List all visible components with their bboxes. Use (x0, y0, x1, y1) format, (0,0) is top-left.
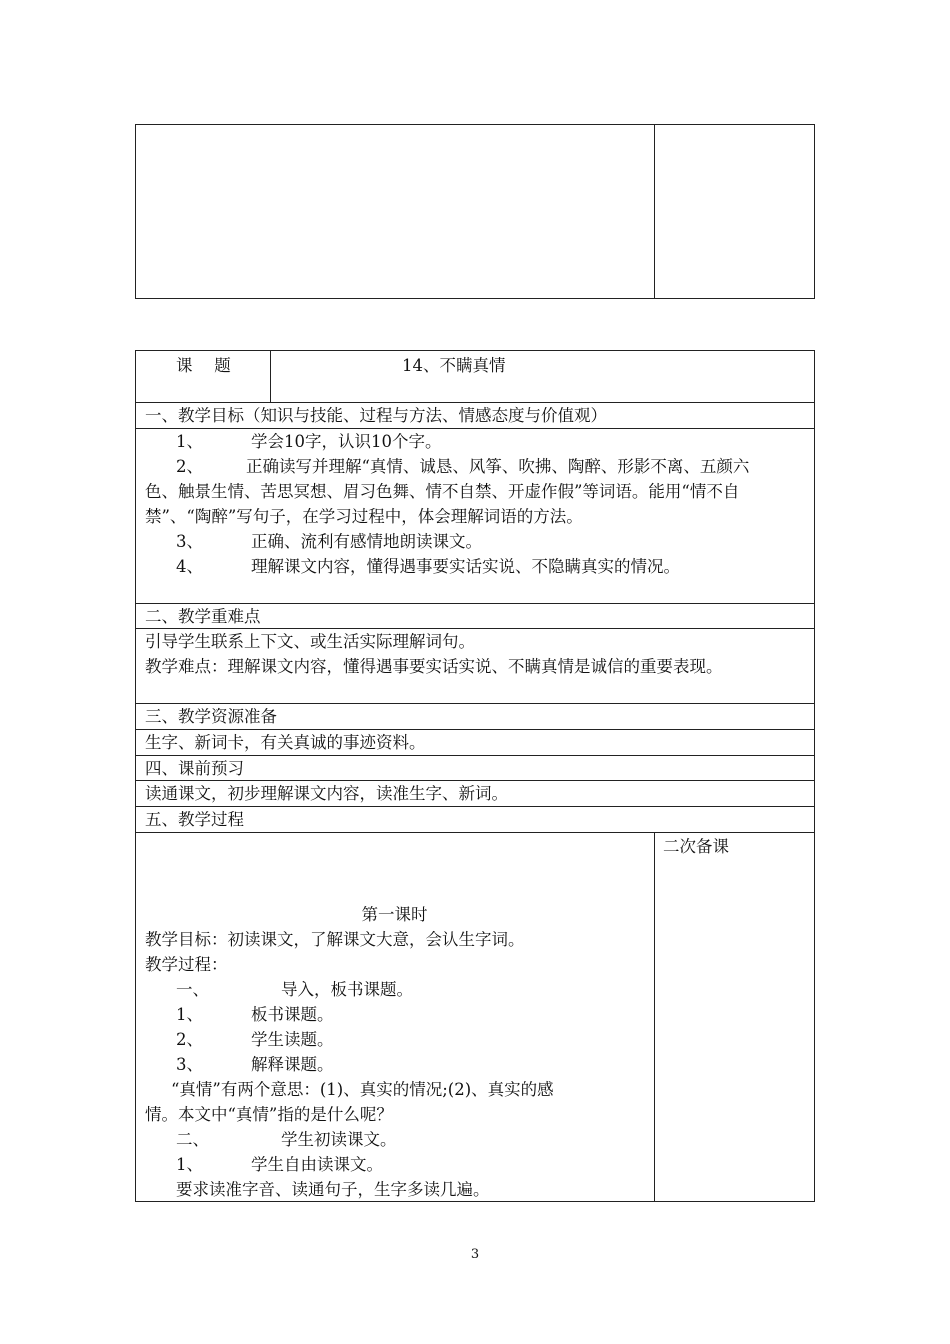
step-1-item: 1、 板书课题。 (176, 1005, 334, 1024)
step-1-item: 3、 解释课题。 (176, 1055, 334, 1074)
period-goal: 教学目标：初读课文，了解课文大意，会认生字词。 (145, 930, 525, 949)
meaning-line-2: 情。本文中“真情”指的是什么呢？ (145, 1105, 393, 1124)
lesson-plan-table (135, 350, 815, 1202)
second-prep-label: 二次备课 (663, 837, 729, 856)
previous-table-fragment (135, 124, 815, 299)
section2-content (145, 629, 806, 679)
key-point: 引导学生联系上下文、或生活实际理解词句。 (145, 632, 475, 651)
goal-item-1: 1、 学会10字，认识10个字。 (176, 432, 442, 451)
goal-item-2-line2: 色、触景生情、苦思冥想、眉习色舞、情不自禁、开虚作假”等词语。能用“情不自 (145, 482, 740, 501)
section1-heading: 一、教学目标（知识与技能、过程与方法、情感态度与价值观） (145, 406, 607, 425)
section4-content: 读通课文，初步理解课文内容，读准生字、新词。 (145, 784, 508, 803)
side-column-divider (654, 832, 655, 1201)
step-2-item: 1、 学生自由读课文。 (176, 1155, 383, 1174)
teaching-process-content (145, 902, 644, 1202)
goal-item-2-line3: 禁”、“陶醉”写句子，在学习过程中，体会理解词语的方法。 (145, 507, 583, 526)
step-1-item: 2、 学生读题。 (176, 1030, 334, 1049)
process-label: 教学过程： (145, 955, 228, 974)
difficult-point: 教学难点：理解课文内容，懂得遇事要实话实说、不瞒真情是诚信的重要表现。 (145, 657, 723, 676)
step-2: 二、 学生初读课文。 (176, 1130, 397, 1149)
topic-value: 14、不瞒真情 (402, 356, 506, 375)
meaning-line-1: “真情”有两个意思：(1)、真实的情况;(2)、真实的感 (171, 1080, 554, 1099)
row-line (136, 832, 814, 833)
step-1: 一、 导入，板书课题。 (176, 980, 413, 999)
goal-item-2: 2、 正确读写并理解“真情、诚恳、风筝、吹拂、陶醉、形影不离、五颜六 (176, 457, 750, 476)
section1-content (145, 429, 806, 579)
lesson-period-title: 第一课时 (361, 905, 428, 924)
section3-heading: 三、教学资源准备 (145, 707, 277, 726)
requirement: 要求读准字音、读通句子，生字多读几遍。 (176, 1180, 490, 1199)
table-column-divider (654, 125, 655, 298)
section2-heading: 二、教学重难点 (145, 607, 261, 626)
goal-item-3: 3、 正确、流利有感情地朗读课文。 (176, 532, 482, 551)
section4-heading: 四、课前预习 (145, 759, 244, 778)
topic-label: 课 题 (176, 356, 231, 375)
page-number: 3 (470, 1247, 480, 1262)
goal-item-4: 4、 理解课文内容，懂得遇事要实话实说、不隐瞒真实的情况。 (176, 557, 680, 576)
section3-content: 生字、新词卡，有关真诚的事迹资料。 (145, 733, 426, 752)
section5-heading: 五、教学过程 (145, 810, 244, 829)
